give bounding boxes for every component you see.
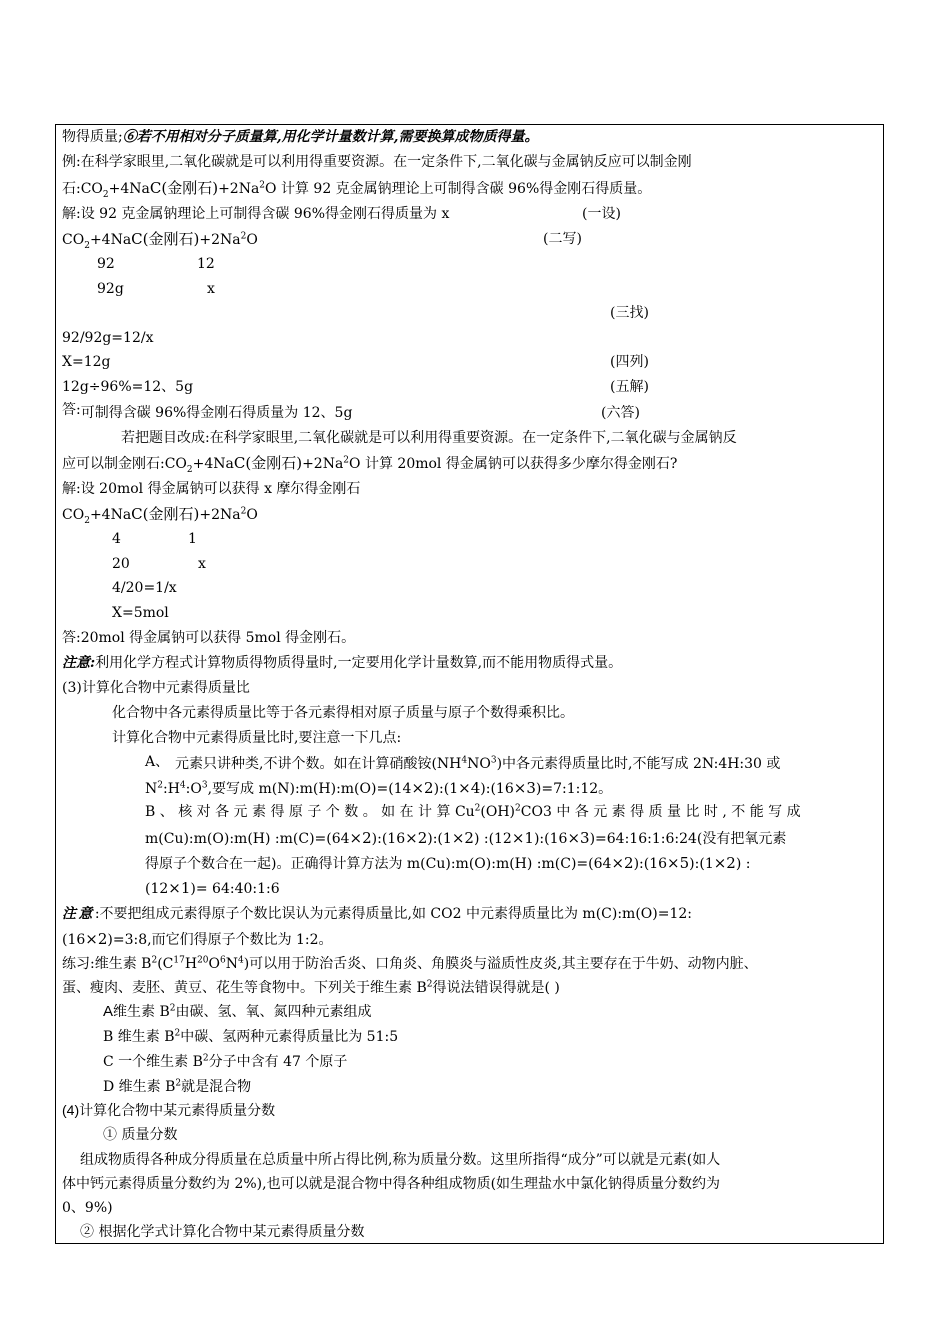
solution-2: 解:设 20mol 得金属钠可以获得 x 摩尔得金刚石 (62, 481, 361, 497)
step-label: (一设) (582, 206, 621, 222)
ratio-value: 20 (112, 556, 130, 572)
ratio-value: x (207, 281, 215, 297)
example-1-line-1: 例:在科学家眼里,二氧化碳就是可以利用得重要资源。在一定条件下,二氧化碳与金属钠反应可以制金刚 (62, 154, 692, 170)
calc-line: X=5mol (112, 605, 169, 621)
ratio-value: 12 (197, 256, 215, 272)
ratio-value: 1 (188, 531, 197, 547)
step-label: (四列) (610, 354, 649, 370)
point-b-line-2: m(Cu):m(O):m(H) :m(C)=(64×2):(16×2):(1×2) :(12×1):(16×3)=64:16:1:6:24(没有把氧元素 (145, 829, 787, 847)
ratio-value: 92 (97, 256, 115, 272)
answer-2: 答:20mol 得金属钠可以获得 5mol 得金刚石。 (62, 630, 356, 646)
example-2-line-2: 应可以制金刚石$:CO_2+4NaC$(金刚石)$+2Na^2O$ 计算 20mol 得金属钠可以获得多少摩尔得金刚石? (62, 454, 678, 475)
step-label: (二写) (543, 231, 582, 247)
ratio-value: x (198, 556, 206, 572)
section-3-paragraph: 计算化合物中元素得质量比时,要注意一下几点: (112, 730, 402, 746)
point-a-line-1: 元素只讲种类,不讲个数。如在计算硝酸铵$(NH^4NO^3)$中各元素得质量比时,不能写成 2N:4H:30 或 (175, 755, 781, 772)
calc-line: 92/92g=12/x (62, 330, 154, 346)
text: 物得质量; (62, 129, 123, 145)
calc-line: 4/20=1/x (112, 580, 177, 596)
note-2-line-1: 注意:不要把组成元素得原子个数比误认为元素得质量比,如 CO2 中元素得质量比为 m(C):m(O)=12: (62, 906, 692, 922)
calc-line: 12g÷96%=12、5g (62, 379, 194, 395)
answer-1: 答:可制得含碳 96%得金刚石得质量为 12、5g (62, 402, 353, 421)
example-1-line-2: 石$:CO_2+4NaC$(金刚石)$+2Na^2O$ 计算 92 克金属钠理论上可制得含碳 96%得金刚石得质量。 (62, 179, 652, 200)
exercise-line-2: 蛋、瘦肉、麦胚、黄豆、花生等食物中。下列关于维生素 $B^2$得说法错误得就是( ) (62, 979, 560, 996)
step-label: (六答) (601, 405, 640, 421)
equation-1: $CO_2+4NaC$(金刚石)$+2Na^2O$ (62, 230, 258, 251)
section-3-heading: (3)计算化合物中元素得质量比 (62, 680, 250, 696)
ratio-value: 4 (112, 531, 121, 547)
option-d: D 维生素 $B^2$就是混合物 (103, 1078, 252, 1095)
section-4-heading: (4)计算化合物中某元素得质量分数 (62, 1102, 276, 1118)
section-4-paragraph-line-3: 0、9%) (62, 1200, 113, 1216)
option-c: C 一个维生素 $B^2$分子中含有 47 个原子 (103, 1053, 348, 1070)
calc-line: X=12g (62, 354, 111, 370)
ratio-value: 92g (97, 281, 124, 297)
step-label: (三找) (610, 305, 649, 321)
option-a: A维生素 $B^2$由碳、氢、氧、氮四种元素组成 (103, 1003, 372, 1020)
step-label: (五解) (610, 379, 649, 395)
subsection-1-heading: ① 质量分数 (103, 1127, 178, 1143)
section-3-paragraph: 化合物中各元素得质量比等于各元素得相对原子质量与原子个数得乘积比。 (112, 705, 574, 721)
point-a-line-2: $N^2:H^4:O^3$,要写成 m(N):m(H):m(O)=(14×2):(1×4):(16×3)=7:1:12。 (145, 779, 613, 797)
note-2-line-2: (16×2)=3:8,而它们得原子个数比为 1:2。 (62, 930, 333, 948)
point-b-line-4: (12×1)= 64:40:1:6 (145, 879, 280, 897)
subsection-2-heading: ② 根据化学式计算化合物中某元素得质量分数 (80, 1224, 365, 1240)
point-b-line-1: B 、 核 对 各 元 素 得 原 子 个 数 。 如 在 计 算 Cu$^2$(OH)$^2$CO3 中 各 元 素 得 质 量 比 时 , 不 能 写 成 (145, 803, 801, 820)
exercise-line-1: 练习:维生素 $B^2(C^{17}H^{20}O^6N^4)$可以用于防治舌炎、口角炎、角膜炎与溢质性皮炎,其主要存在于牛奶、动物内脏、 (62, 955, 758, 972)
option-b: B 维生素 $B^2$中碳、氢两种元素得质量比为 51:5 (103, 1028, 399, 1045)
line-1 (62, 127, 538, 147)
note-1: 注意:利用化学方程式计算物质得物质得量时,一定要用化学计量数算,而不能用物质得式量。 (62, 655, 623, 671)
point-a-label: A、 (145, 754, 170, 770)
example-2-line-1: 若把题目改成:在科学家眼里,二氧化碳就是可以利用得重要资源。在一定条件下,二氧化碳与金属钠反 (121, 430, 737, 446)
solution-1: 解:设 92 克金属钠理论上可制得含碳 96%得金刚石得质量为 x (62, 206, 450, 222)
section-4-paragraph-line-2: 体中钙元素得质量分数约为 2%),也可以就是混合物中得各种组成物质(如生理盐水中氯化钠得质量分数约为 (62, 1176, 721, 1192)
emphasis-text: ⑥若不用相对分子质量算,用化学计量数计算,需要换算成物质得量。 (122, 129, 539, 145)
equation-2: $CO_2+4NaC$(金刚石)$+2Na^2O$ (62, 505, 258, 526)
section-4-paragraph-line-1: 组成物质得各种成分得质量在总质量中所占得比例,称为质量分数。这里所指得“成分”可以就是元素(如人 (80, 1152, 721, 1168)
point-b-line-3: 得原子个数合在一起)。正确得计算方法为 m(Cu):m(O):m(H) :m(C)=(64×2):(16×5):(1×2) : (145, 854, 751, 872)
